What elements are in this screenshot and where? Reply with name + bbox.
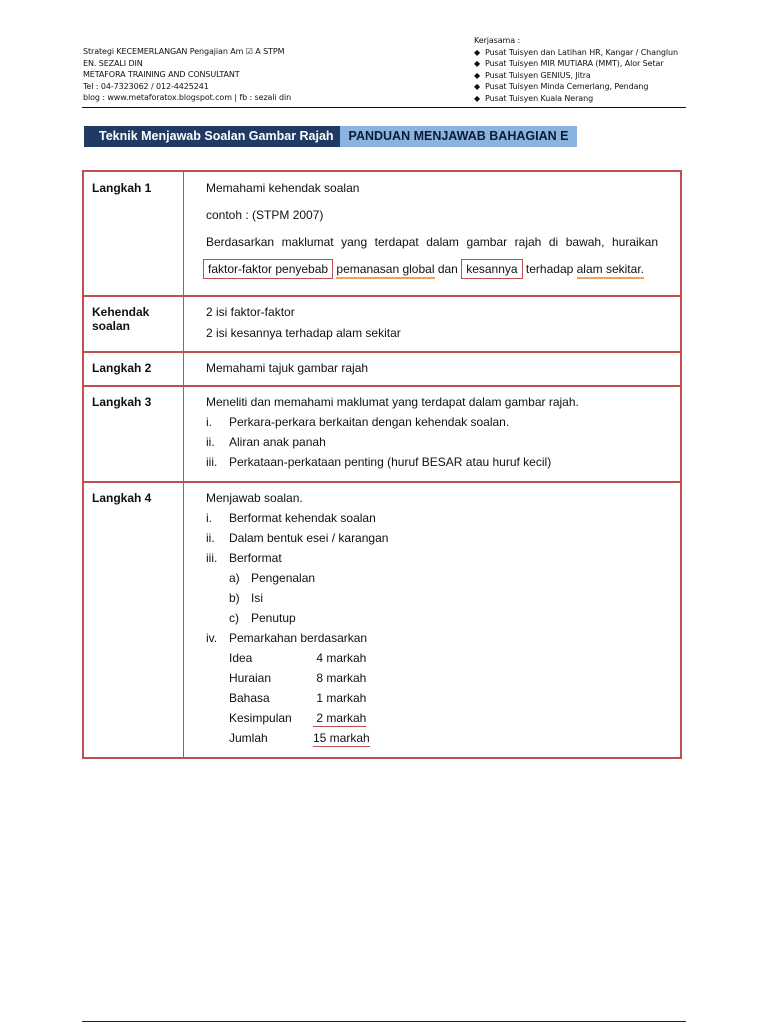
- banner-title: [84, 126, 340, 164]
- question-highlighted-line: [203, 262, 644, 276]
- partner-name: Pusat Tuisyen dan Latihan HR, Kangar / Changlun: [485, 47, 678, 57]
- list-item: ii. Aliran anak panah: [206, 435, 326, 449]
- partner-item: [474, 47, 678, 59]
- partner-name: Pusat Tuisyen GENIUS, Jitra: [485, 70, 591, 80]
- header-left: [83, 46, 291, 104]
- score-row: Huraian 8 markah: [229, 671, 367, 685]
- row-text: 2 isi kesannya terhadap alam sekitar: [206, 326, 401, 340]
- partner-item: [474, 93, 678, 105]
- row-text: Memahami kehendak soalan: [206, 181, 360, 195]
- table-row-langkah-1: [84, 172, 680, 295]
- highlight-underline: alam sekitar.: [577, 262, 644, 279]
- table-row-langkah-2: [84, 351, 680, 387]
- diamond-bullet-icon: ◆: [474, 70, 481, 80]
- banner-subtitle: PANDUAN MENJAWAB BAHAGIAN E: [340, 126, 577, 147]
- header-right: [474, 35, 678, 104]
- partners-title: Kerjasama :: [474, 36, 521, 45]
- row-text-justified: Berdasarkan maklumat yang terdapat dalam gambar rajah di bawah, huraikan: [206, 235, 658, 249]
- banner-title-text: Teknik Menjawab Soalan Gambar Rajah :: [84, 129, 334, 164]
- partner-item: [474, 70, 678, 82]
- row-text: contoh : (STPM 2007): [206, 208, 324, 222]
- score-row: Kesimpulan 2 markah: [229, 711, 367, 725]
- row-label: Langkah 3: [92, 395, 152, 409]
- diamond-bullet-icon: ◆: [474, 82, 481, 91]
- header-left-line: blog : www.metaforatox.blogspot.com | fb : sezali din: [83, 93, 292, 102]
- list-item: iv. Pemarkahan berdasarkan: [206, 631, 368, 645]
- list-item: iii. Berformat: [206, 551, 282, 565]
- highlight-box: faktor-faktor penyebab: [203, 259, 333, 279]
- partner-name: Pusat Tuisyen Minda Cemerlang, Pendang: [485, 82, 649, 91]
- partner-name: Pusat Tuisyen MIR MUTIARA (MMT), Alor Setar: [485, 59, 664, 68]
- score-row: Bahasa 1 markah: [229, 691, 367, 705]
- header-left-line: EN. SEZALI DIN: [83, 58, 143, 68]
- sub-list-item: b) Isi: [229, 591, 263, 605]
- header-left-line: METAFORA TRAINING AND CONSULTANT: [83, 70, 240, 79]
- list-item: ii. Dalam bentuk esei / karangan: [206, 531, 389, 545]
- diamond-bullet-icon: ◆: [474, 47, 481, 57]
- diamond-bullet-icon: ◆: [474, 93, 481, 103]
- plain-text: terhadap: [522, 262, 577, 276]
- diamond-bullet-icon: ◆: [474, 59, 481, 68]
- header-left-line: Strategi KECEMERLANGAN Pengajian Am ☑ A STPM: [83, 47, 285, 56]
- score-row: Idea 4 markah: [229, 651, 367, 665]
- footer-divider: [82, 1021, 686, 1022]
- table-row-kehendak: [84, 295, 680, 353]
- header-left-line: Tel : 04-7323062 / 012-4425241: [83, 81, 209, 91]
- row-text: Memahami tajuk gambar rajah: [206, 361, 369, 375]
- partner-item: [474, 58, 678, 70]
- score-row-total: Jumlah 15 markah: [229, 731, 370, 745]
- header-divider: [82, 107, 686, 108]
- row-label: Kehendak soalan: [92, 305, 150, 333]
- table-row-langkah-3: [84, 385, 680, 483]
- sub-list-item: a) Pengenalan: [229, 571, 316, 585]
- partner-name: Pusat Tuisyen Kuala Nerang: [485, 93, 594, 103]
- highlight-underline: pemanasan global: [336, 262, 434, 279]
- table-row-langkah-4: [84, 481, 680, 759]
- row-label: Langkah 4: [92, 491, 152, 505]
- highlight-box: kesannya: [461, 259, 522, 279]
- guide-table: [82, 170, 682, 759]
- row-text: 2 isi faktor-faktor: [206, 305, 295, 319]
- sub-list-item: c) Penutup: [229, 611, 296, 625]
- row-label: Langkah 2: [92, 361, 152, 375]
- partner-item: [474, 81, 678, 93]
- list-item: i. Berformat kehendak soalan: [206, 511, 376, 525]
- row-text: Menjawab soalan.: [206, 491, 303, 505]
- plain-text: dan: [434, 262, 462, 276]
- list-item: i. Perkara-perkara berkaitan dengan kehendak soalan.: [206, 415, 510, 429]
- row-text: Meneliti dan memahami maklumat yang terdapat dalam gambar rajah.: [206, 395, 579, 409]
- row-label: Langkah 1: [92, 181, 152, 195]
- list-item: iii. Perkataan-perkataan penting (huruf BESAR atau huruf kecil): [206, 455, 552, 469]
